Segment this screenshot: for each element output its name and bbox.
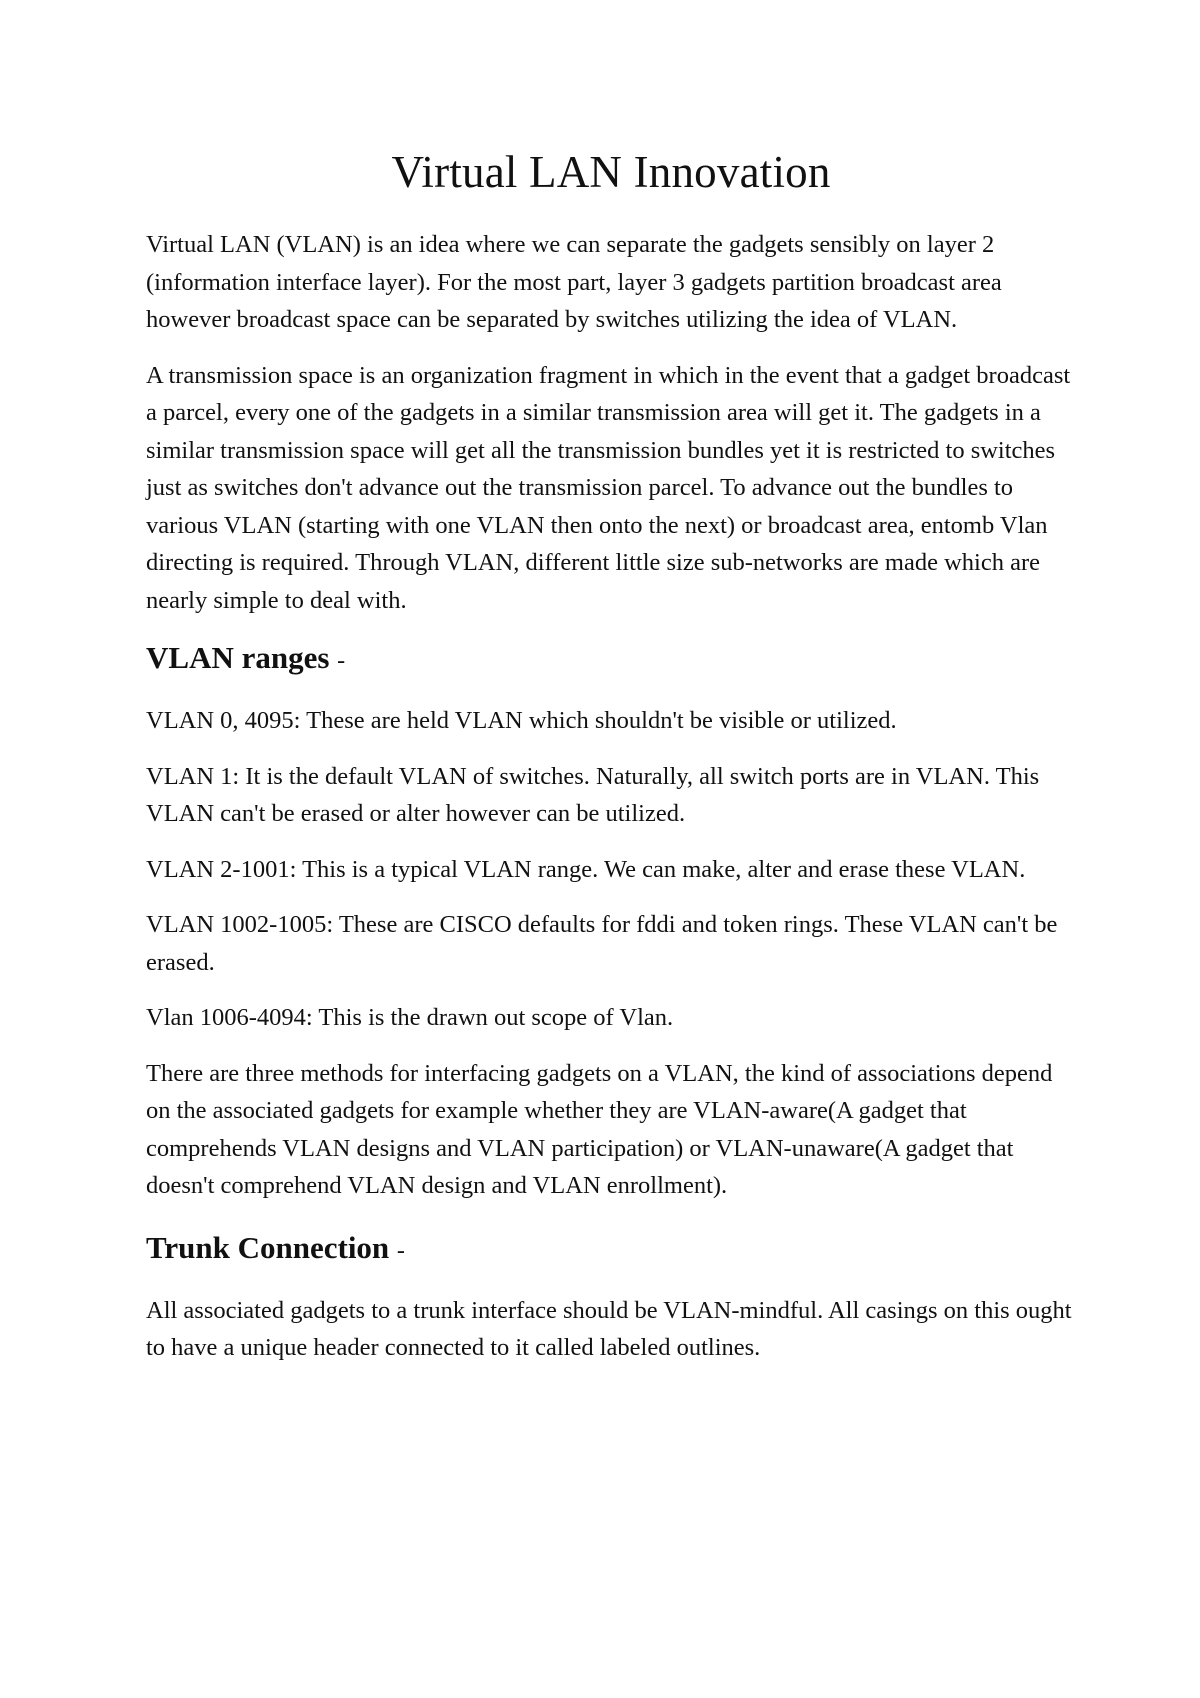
document-body — [146, 140, 1076, 1385]
section-heading-dash: - — [396, 1237, 405, 1264]
vlan-range-item-0-4095: VLAN 0, 4095: These are held VLAN which shouldn't be visible or utilized. — [146, 707, 897, 734]
section-heading-trunk-connection — [146, 1223, 1076, 1276]
intro-paragraph-2: A transmission space is an organization fragment in which in the event that a gadget broadcast a parcel, every one of the gadgets in a similar transmission area will get it. The gadgets in a similar transmission space will get all the transmission bundles yet it is restricted to switches just as switches don't advance out the transmission parcel. To advance out the bundles to various VLAN (starting with one VLAN then onto the next) or broadcast area, entomb Vlan directing is required. Through VLAN, different little size sub-networks are made which are nearly simple to deal with. — [146, 361, 1071, 614]
document-title: Virtual LAN Innovation — [391, 147, 831, 197]
vlan-range-item-1006-4094: Vlan 1006-4094: This is the drawn out scope of Vlan. — [146, 1004, 674, 1031]
vlan-range-item-2-1001: VLAN 2-1001: This is a typical VLAN range. We can make, alter and erase these VLAN. — [146, 855, 1026, 883]
section-heading-dash: - — [337, 648, 346, 674]
section-heading-text: VLAN ranges — [146, 640, 330, 675]
intro-paragraph-1: Virtual LAN (VLAN) is an idea where we can separate the gadgets sensibly on layer 2 (information interface layer). For the most part, layer 3 gadgets partition broadcast area however broadcast space can be separated by switches utilizing the idea of VLAN. — [146, 231, 1002, 333]
section-heading-text: Trunk Connection — [146, 1229, 390, 1265]
vlan-connection-methods-paragraph: There are three methods for interfacing gadgets on a VLAN, the kind of associations depend on the associated gadgets for example whether they are VLAN-aware(A gadget that comprehends VLAN designs and VLAN participation) or VLAN-unaware(A gadget that doesn't comprehend VLAN design and VLAN enrollment). — [146, 1059, 1053, 1199]
section-heading-vlan-ranges — [146, 633, 1076, 686]
trunk-connection-paragraph: All associated gadgets to a trunk interface should be VLAN-mindful. All casings on this ought to have a unique header connected to it called labeled outlines. — [146, 1296, 1072, 1361]
vlan-range-item-1002-1005: VLAN 1002-1005: These are CISCO defaults for fddi and token rings. These VLAN can't be erased. — [146, 911, 1058, 976]
vlan-range-item-1: VLAN 1: It is the default VLAN of switches. Naturally, all switch ports are in VLAN. This VLAN can't be erased or alter however can be utilized. — [146, 762, 1040, 827]
